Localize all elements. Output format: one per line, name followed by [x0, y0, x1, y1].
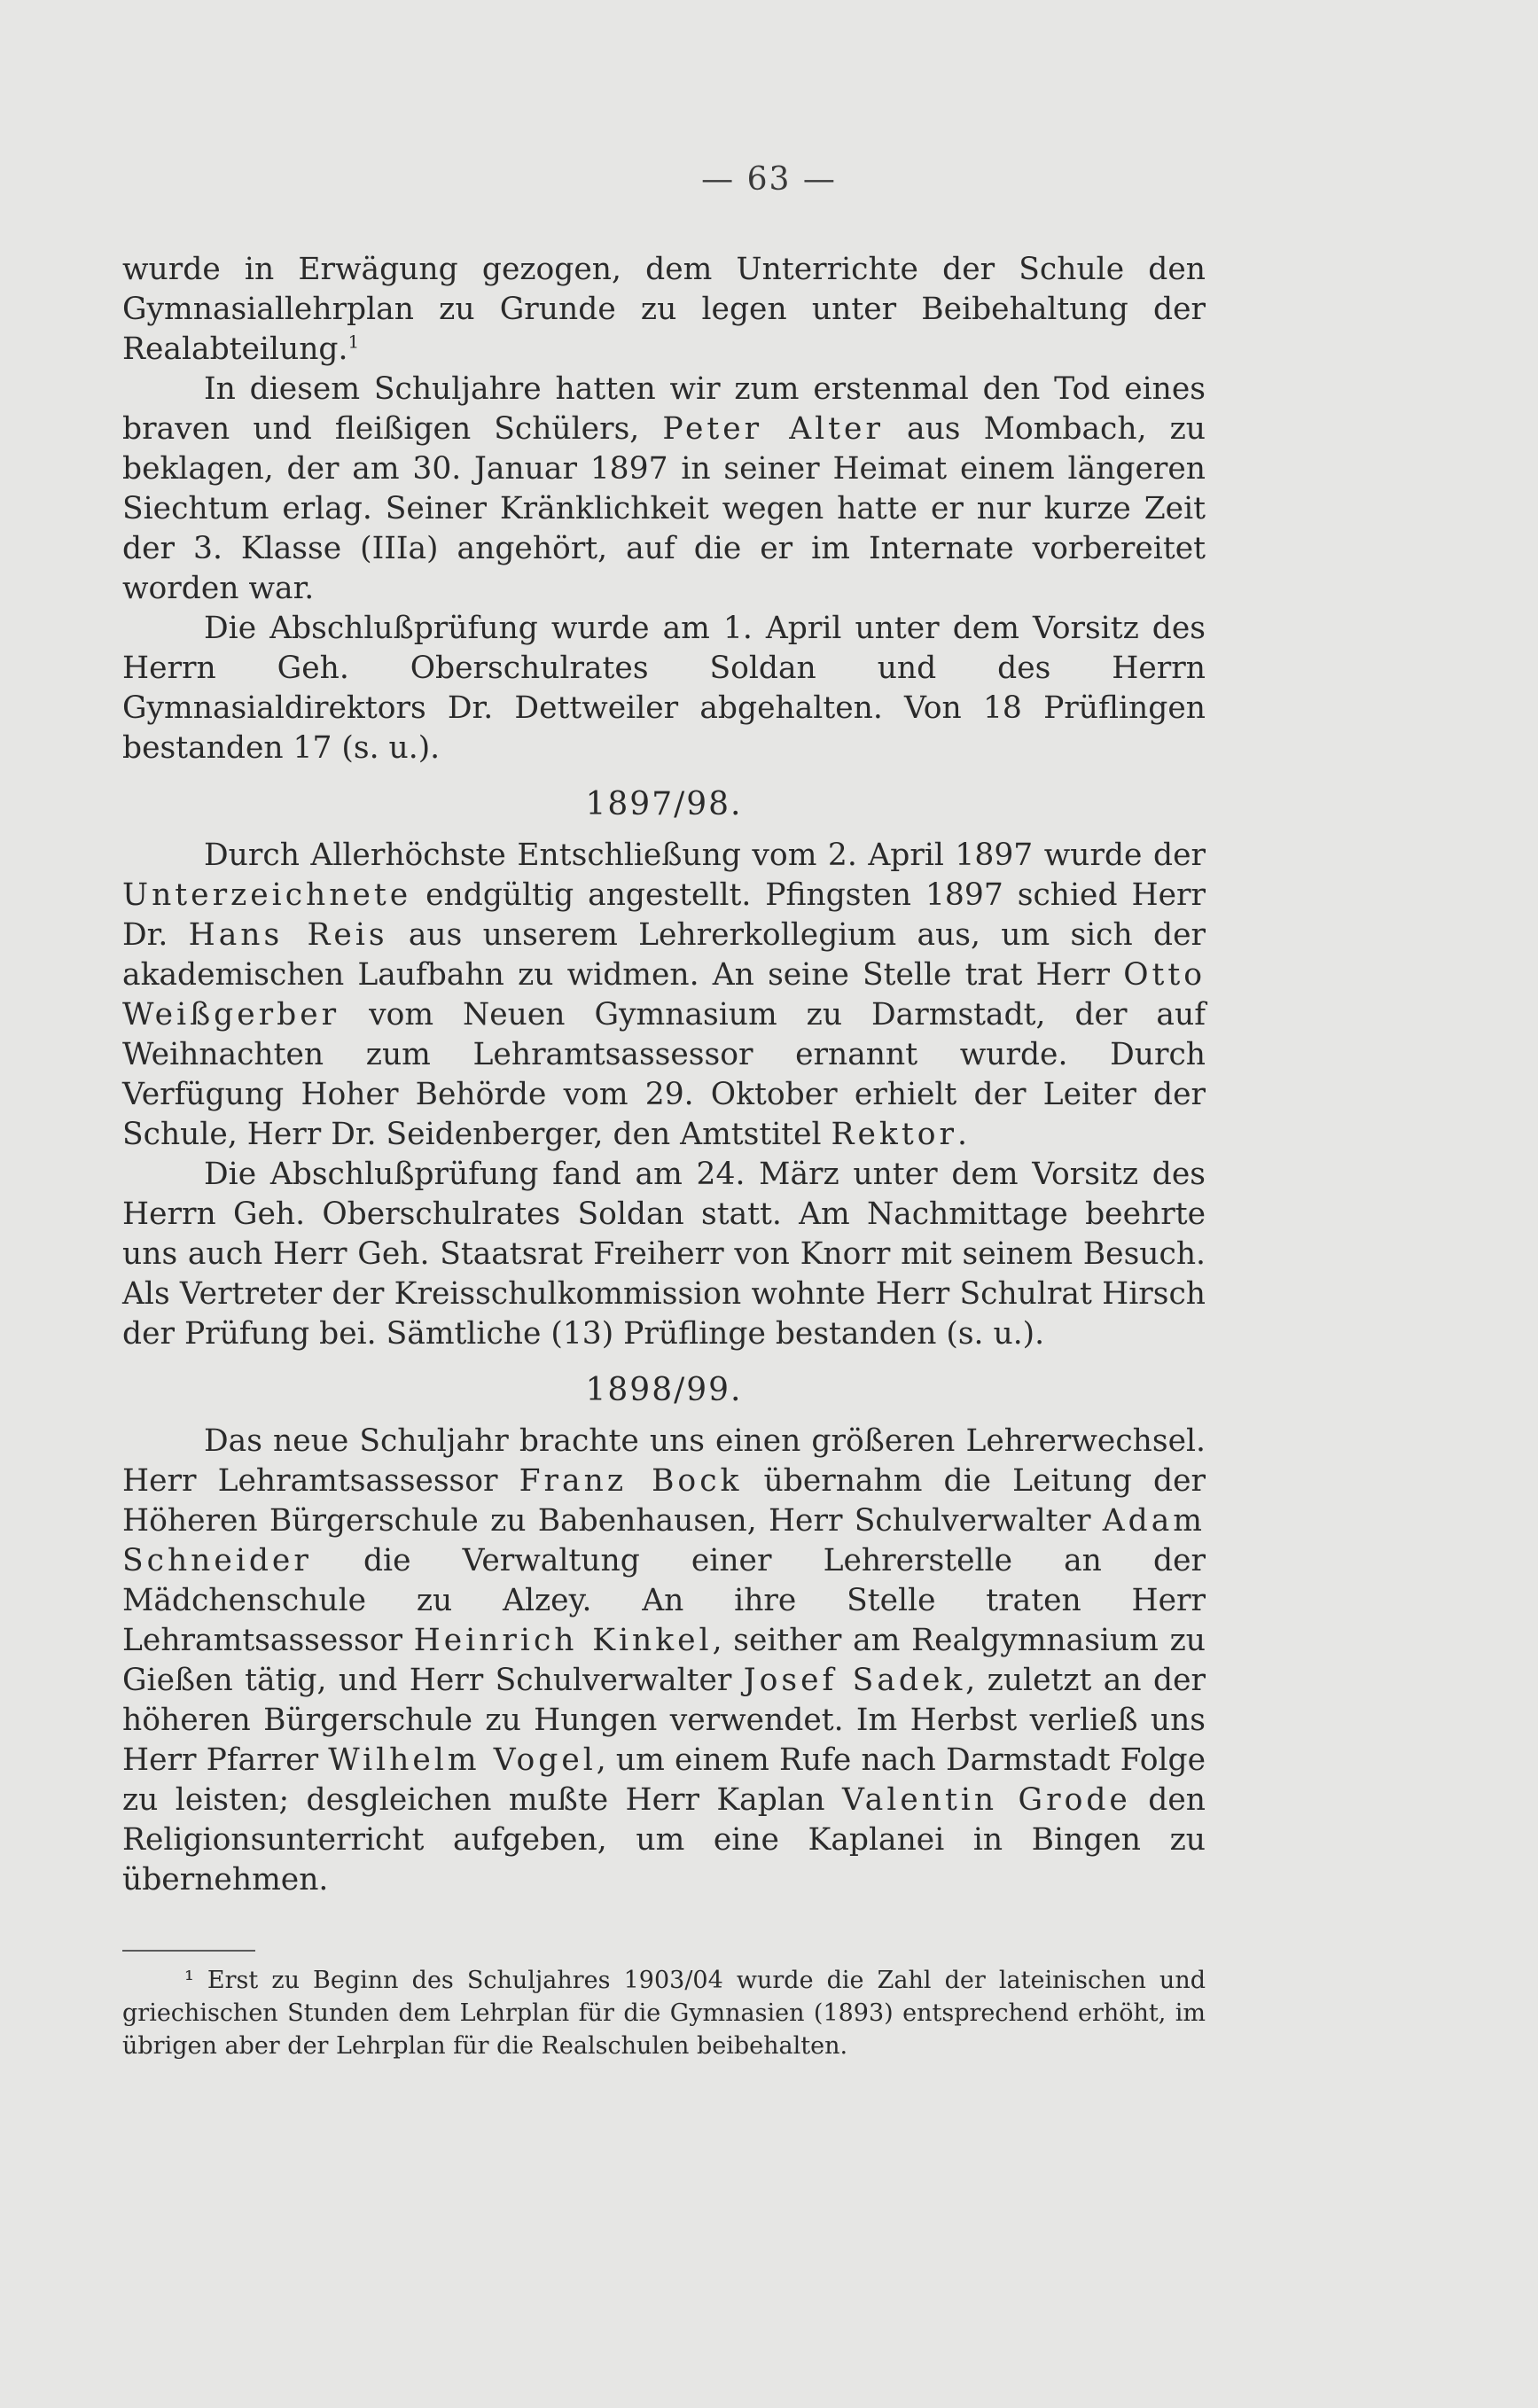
paragraph: Die Abschlußprüfung wurde am 1. April unter dem Vorsitz des Herrn Geh. Oberschulrates Soldan und des Herrn Gymnasialdirektors Dr. Dettweiler abgehalten. Von 18 Prüflingen bestanden 17 (s. u.). — [122, 611, 1206, 766]
text-run: aus unserem Lehrerkollegium aus, um sich der akademischen Laufbahn zu widmen. An seine Stelle trat Herr — [122, 917, 1206, 993]
text-run: vom Neuen Gymnasium zu Darmstadt, der auf Weihnachten zum Lehramtsassessor ernannt wurde. Durch Verfügung Hoher Behörde vom 29. Oktober erhielt der Leiter der Schule, Herr Dr. Seidenberger, den Amtstitel — [122, 997, 1206, 1152]
text-run: , seither am Realgymnasium zu Gießen tätig, und Herr Schulverwalter — [122, 1623, 1206, 1698]
footnote — [122, 1964, 1206, 2062]
paragraph — [122, 836, 1206, 1155]
spaced-name: Franz Bock — [519, 1463, 743, 1499]
text-run: . — [956, 1117, 967, 1152]
text-run: Durch Allerhöchste Entschließung vom 2. April 1897 wurde der — [204, 838, 1206, 873]
text-run: Das neue Schuljahr brachte uns einen größeren Lehrerwechsel. Herr Lehramtsassessor — [122, 1423, 1206, 1499]
text-run: übernahm die Leitung der Höheren Bürgerschule zu Babenhausen, Herr Schulverwalter — [122, 1463, 1206, 1539]
paragraph — [122, 370, 1206, 609]
text-run: aus Mombach, zu beklagen, der am 30. Januar 1897 in seiner Heimat einem längeren Siechtum erlag. Seiner Kränklichkeit wegen hatte er nur kurze Zeit der 3. Klasse (IIIa) angehört, auf die er im Internate vorbereitet worden war. — [122, 411, 1206, 606]
spaced-name: Heinrich Kinkel — [413, 1623, 713, 1658]
spaced-name: Josef Sadek — [743, 1663, 966, 1698]
text-run: den Religionsunterricht aufgeben, um eine Kaplanei in Bingen zu übernehmen. — [122, 1782, 1206, 1898]
text-run: , zuletzt an der höheren Bürgerschule zu Hungen verwendet. Im Herbst verließ uns Herr Pfarrer — [122, 1663, 1206, 1778]
text-run: die Verwaltung einer Lehrerstelle an der Mädchenschule zu Alzey. An ihre Stelle traten Herr Lehramtsassessor — [122, 1543, 1206, 1658]
paragraph: Die Abschlußprüfung fand am 24. März unter dem Vorsitz des Herrn Geh. Oberschulrates Soldan statt. Am Nachmittage beehrte uns auch Herr Geh. Staatsrat Freiherr von Knorr mit seinem Besuch. Als Vertreter der Kreisschulkommission wohnte Herr Schulrat Hirsch der Prüfung bei. Sämtliche (13) Prüflinge bestanden (s. u.). — [122, 1157, 1206, 1352]
paragraph — [122, 1422, 1206, 1900]
spaced-name: Valentin Grode — [842, 1782, 1131, 1818]
spaced-name: Wilhelm Vogel — [328, 1742, 597, 1778]
spaced-name: Otto Weißgerber — [122, 957, 1206, 1033]
footnote-marker: ¹ — [184, 1967, 194, 1994]
spaced-name: Rektor — [831, 1117, 957, 1152]
year-heading: 1897/98. — [585, 786, 743, 822]
footnote-text: Erst zu Beginn des Schuljahres 1903/04 wurde die Zahl der lateinischen und griechischen Stunden dem Lehrplan für die Gymnasien (1893) entsprechend erhöht, im übrigen aber der Lehrplan für die Realschulen beibehalten. — [122, 1967, 1206, 2060]
footnote-divider — [122, 1950, 255, 1952]
text-run: wurde in Erwägung gezogen, dem Unterrichte der Schule den Gymnasiallehrplan zu Grunde zu legen unter Beibehaltung der Realabteilung. — [122, 252, 1206, 367]
spaced-name: Peter Alter — [662, 411, 884, 447]
text-run: endgültig angestellt. Pfingsten 1897 schied Herr Dr. — [122, 877, 1206, 953]
spaced-name: Unterzeichnete — [122, 877, 412, 913]
text-run: , um einem Rufe nach Darmstadt Folge zu leisten; desgleichen mußte Herr Kaplan — [122, 1742, 1206, 1818]
text-run: In diesem Schuljahre hatten wir zum erstenmal den Tod eines braven und fleißigen Schülers, — [122, 371, 1206, 447]
spaced-name: Adam Schneider — [122, 1503, 1206, 1578]
body-text — [122, 250, 1206, 1900]
page-number: — 63 — — [701, 161, 837, 198]
paragraph — [122, 250, 1206, 370]
spaced-name: Hans Reis — [188, 917, 388, 953]
year-heading: 1898/99. — [585, 1372, 743, 1408]
footnote-reference: 1 — [347, 331, 360, 353]
